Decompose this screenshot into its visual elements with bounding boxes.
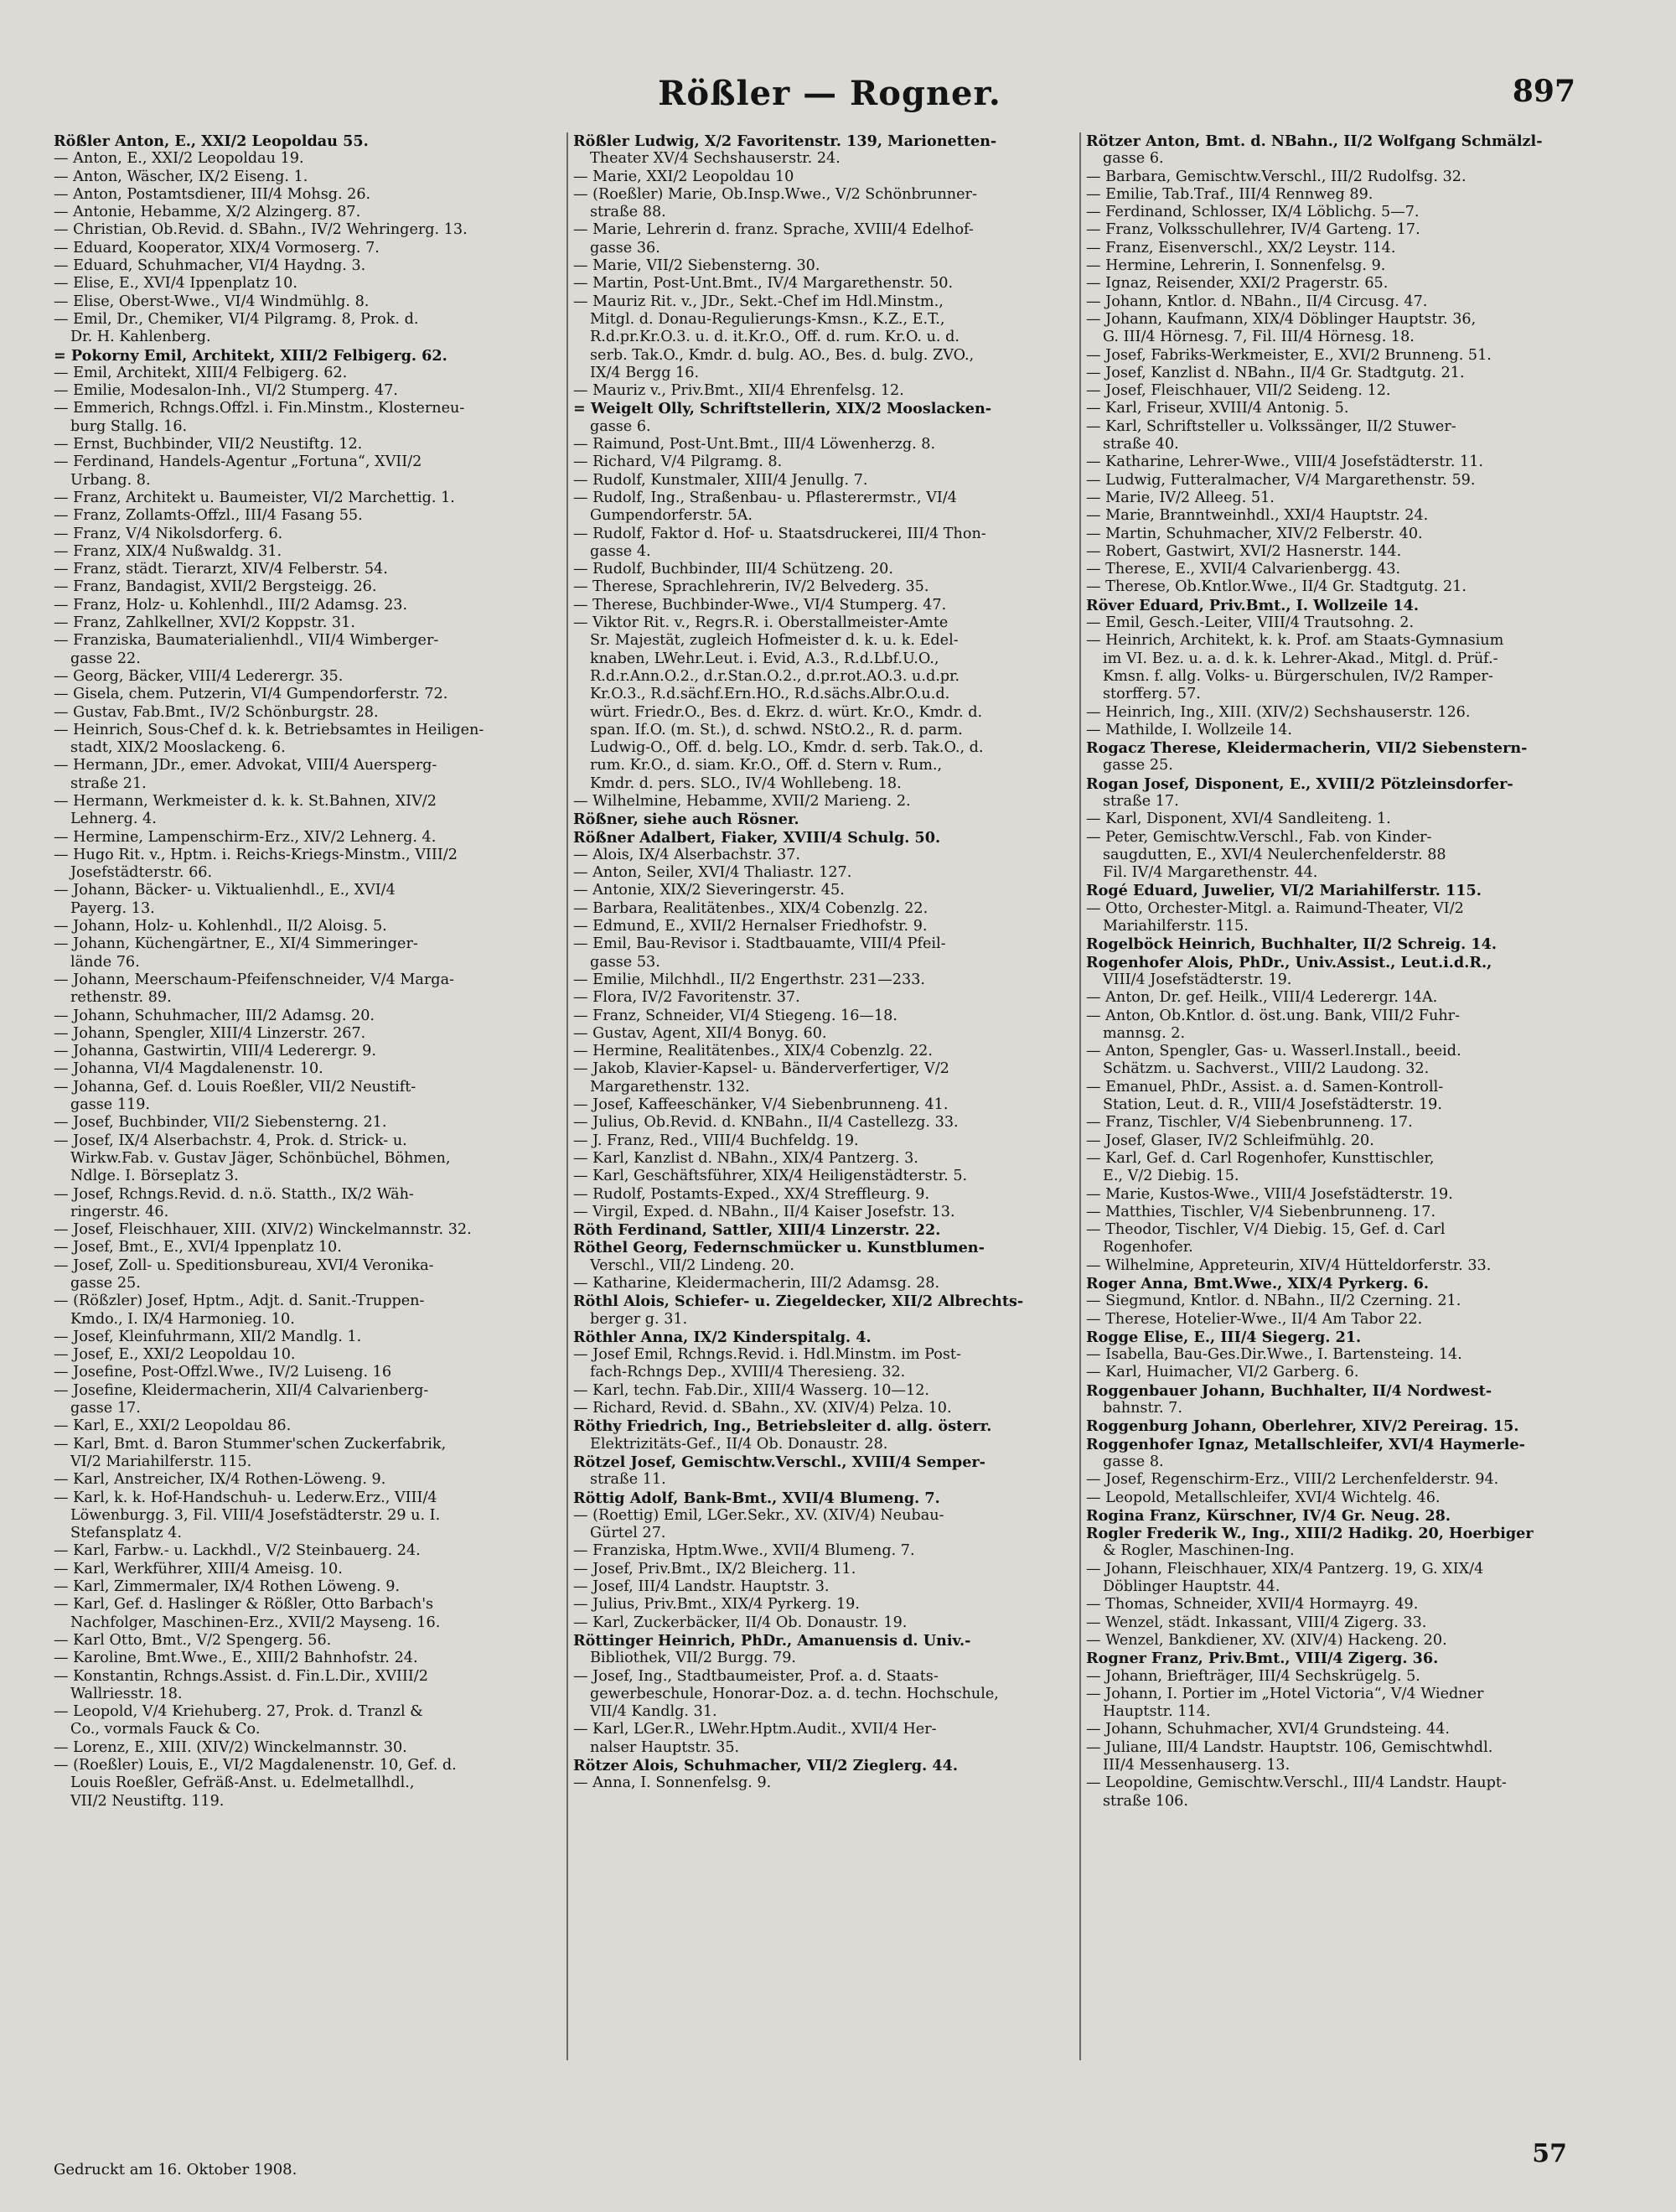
directory-entry: Röthl Alois, Schiefer- u. Ziegeldecker, XII/2 Albrechts- (573, 1292, 1024, 1311)
directory-entry: Louis Roeßler, Gefräß-Anst. u. Edelmetallhdl., (70, 1774, 415, 1792)
directory-entry: — Raimund, Post-Unt.Bmt., III/4 Löwenherzg. 8. (573, 436, 936, 453)
directory-entry: — Franz, Zahlkellner, XVI/2 Koppstr. 31. (54, 614, 355, 632)
directory-entry: — Karl, Geschäftsführer, XIX/4 Heiligenstädterstr. 5. (573, 1168, 968, 1185)
directory-entry: — Karl, Disponent, XVI/4 Sandleiteng. 1. (1086, 811, 1391, 828)
page-header (0, 74, 1676, 124)
directory-entry: Löwenburgg. 3, Fil. VIII/4 Josefstädterstr. 29 u. I. (70, 1506, 441, 1524)
directory-entry: Hauptstr. 114. (1103, 1703, 1211, 1721)
directory-entry: Gürtel 27. (590, 1525, 666, 1542)
directory-entry: gasse 22. (70, 650, 141, 667)
directory-entry: — Marie, XXI/2 Leopoldau 10 (573, 168, 794, 185)
directory-entry: Rogina Franz, Kürschner, IV/4 Gr. Neug. 28. (1086, 1506, 1451, 1525)
directory-entry: — Johann, Meerschaum-Pfeifenschneider, V/4 Marga- (54, 971, 455, 988)
directory-entry: Schätzm. u. Sachverst., VIII/2 Laudong. 32. (1103, 1060, 1430, 1078)
directory-entry: — Johann, Schuhmacher, XVI/4 Grundsteing. 44. (1086, 1721, 1451, 1738)
directory-entry: Rogé Eduard, Juwelier, VI/2 Mariahilferstr. 115. (1086, 882, 1482, 900)
directory-entry: gasse 6. (590, 417, 651, 435)
directory-entry: — Franz, Eisenverschl., XX/2 Leystr. 114. (1086, 239, 1396, 256)
directory-entry: — Wenzel, Bankdiener, XV. (XIV/4) Hackeng. 20. (1086, 1631, 1447, 1649)
directory-entry: — Heinrich, Architekt, k. k. Prof. am Staats-Gymnasium (1086, 632, 1504, 650)
directory-entry: — Franz, Zollamts-Offzl., III/4 Fasang 55. (54, 507, 363, 525)
directory-entry: — Karl, Werkführer, XIII/4 Ameisg. 10. (54, 1560, 343, 1577)
directory-entry: E., V/2 Diebig. 15. (1103, 1168, 1239, 1185)
directory-entry: span. If.O. (m. St.), d. schwd. NStO.2., R. d. parm. (590, 721, 963, 738)
directory-entry: — Johann, Briefträger, III/4 Sechskrügelg. 5. (1086, 1667, 1420, 1685)
directory-entry: — Marie, IV/2 Alleeg. 51. (1086, 489, 1275, 506)
directory-entry: — Konstantin, Rchngs.Assist. d. Fin.L.Dir., XVIII/2 (54, 1667, 428, 1685)
directory-entry: Röttinger Heinrich, PhDr., Amanuensis d. Univ.- (573, 1631, 971, 1650)
directory-entry: = Pokorny Emil, Architekt, XIII/2 Felbigerg. 62. (54, 346, 447, 365)
directory-entry: — Josef, Regenschirm-Erz., VIII/2 Lerchenfelderstr. 94. (1086, 1471, 1499, 1489)
directory-entry: straße 21. (70, 774, 147, 792)
directory-entry: — Emmerich, Rchngs.Offzl. i. Fin.Minstm., Klosterneu- (54, 400, 465, 417)
directory-entry: — Wilhelmine, Appreteurin, XIV/4 Hütteldorferstr. 33. (1086, 1256, 1492, 1274)
directory-entry: Roggenbauer Johann, Buchhalter, II/4 Nordwest- (1086, 1381, 1492, 1400)
directory-entry: — Therese, Hotelier-Wwe., II/4 Am Tabor 22. (1086, 1310, 1423, 1328)
directory-entry: Kmdr. d. pers. SLO., IV/4 Wohllebeng. 18. (590, 774, 902, 792)
directory-entry: — Karl, Bmt. d. Baron Stummer'schen Zuckerfabrik, (54, 1435, 447, 1453)
directory-entry: — Franz, Schneider, VI/4 Stiegeng. 16—18. (573, 1007, 897, 1024)
directory-entry: — Theodor, Tischler, V/4 Diebig. 15, Gef. d. Carl (1086, 1221, 1446, 1239)
directory-entry: — Karl, Anstreicher, IX/4 Rothen-Löweng. 9. (54, 1471, 386, 1489)
directory-entry: — Hermine, Realitätenbes., XIX/4 Cobenzlg. 22. (573, 1043, 933, 1060)
directory-entry: — Johann, Spengler, XIII/4 Linzerstr. 267. (54, 1024, 366, 1042)
directory-entry: Urbang. 8. (70, 471, 151, 489)
directory-entry: — Barbara, Realitätenbes., XIX/4 Cobenzlg. 22. (573, 899, 929, 917)
directory-entry: — Josef, Kaffeeschänker, V/4 Siebenbrunneng. 41. (573, 1096, 949, 1114)
directory-entry: — Anton, Ob.Kntlor. d. öst.ung. Bank, VIII/2 Fuhr- (1086, 1007, 1461, 1024)
directory-entry: — Rudolf, Ing., Straßenbau- u. Pflasterermstr., VI/4 (573, 489, 957, 506)
directory-entry: — Karl, Gef. d. Carl Rogenhofer, Kunsttischler, (1086, 1149, 1435, 1167)
directory-entry: — Marie, Branntweinhdl., XXI/4 Hauptstr. 24. (1086, 507, 1429, 525)
directory-entry: Rötzer Alois, Schuhmacher, VII/2 Zieglerg. 44. (573, 1757, 958, 1775)
directory-entry: — Julius, Ob.Revid. d. KNBahn., II/4 Castellezg. 33. (573, 1114, 959, 1132)
directory-entry: — Jakob, Klavier-Kapsel- u. Bänderverfertiger, V/2 (573, 1060, 949, 1078)
directory-entry: — Emilie, Modesalon-Inh., VI/2 Stumperg. 47. (54, 382, 398, 400)
directory-entry: Ludwig-O., Off. d. belg. LO., Kmdr. d. serb. Tak.O., d. (590, 739, 984, 757)
directory-entry: — (Roeßler) Marie, Ob.Insp.Wwe., V/2 Schönbrunner- (573, 185, 977, 203)
directory-entry: Rößner, siehe auch Rösner. (573, 811, 799, 829)
directory-entry: — Gisela, chem. Putzerin, VI/4 Gumpendorferstr. 72. (54, 686, 448, 703)
directory-entry: Rogner Franz, Priv.Bmt., VIII/4 Zigerg. 36. (1086, 1650, 1439, 1668)
directory-entry: — Katharine, Lehrer-Wwe., VIII/4 Josefstädterstr. 11. (1086, 453, 1483, 471)
directory-entry: — Hermann, JDr., emer. Advokat, VIII/4 Auersperg- (54, 757, 437, 774)
directory-entry: — Mauriz Rit. v., JDr., Sekt.-Chef im Hdl.Minstm., (573, 293, 944, 310)
directory-entry: fach-Rchngs Dep., XVIII/4 Theresieng. 32. (590, 1364, 906, 1381)
directory-entry: — Mathilde, I. Wollzeile 14. (1086, 721, 1292, 738)
directory-entry: gasse 53. (590, 953, 660, 971)
directory-entry: — Lorenz, E., XIII. (XIV/2) Winckelmannstr. 30. (54, 1738, 407, 1756)
directory-entry: gasse 6. (1103, 150, 1164, 168)
directory-entry: — Franz, Holz- u. Kohlenhdl., III/2 Adamsg. 23. (54, 596, 408, 614)
directory-entry: — Christian, Ob.Revid. d. SBahn., IV/2 Wehringerg. 13. (54, 221, 468, 239)
directory-entry: VII/2 Neustiftg. 119. (70, 1792, 225, 1810)
directory-entry: — Ferdinand, Schlosser, IX/4 Löblichg. 5—7. (1086, 204, 1420, 221)
directory-entry: — Barbara, Gemischtw.Verschl., III/2 Rudolfsg. 32. (1086, 168, 1466, 185)
directory-entry: Co., vormals Fauck & Co. (70, 1721, 261, 1738)
directory-entry: Roggenhofer Ignaz, Metallschleifer, XVI/4 Haymerle- (1086, 1435, 1525, 1453)
directory-entry: Kmdo., I. IX/4 Harmonieg. 10. (70, 1310, 295, 1328)
directory-entry: — Elise, E., XVI/4 Ippenplatz 10. (54, 275, 297, 293)
directory-entry: Lehnerg. 4. (70, 811, 157, 828)
directory-entry: Röthler Anna, IX/2 Kinderspitalg. 4. (573, 1328, 872, 1346)
directory-entry: — Hermine, Lampenschirm-Erz., XIV/2 Lehnerg. 4. (54, 828, 437, 846)
directory-entry: Rößler Ludwig, X/2 Favoritenstr. 139, Marionetten- (573, 132, 997, 150)
directory-entry: Rogelböck Heinrich, Buchhalter, II/2 Schreig. 14. (1086, 935, 1497, 954)
directory-entry: — Josef, Fabriks-Werkmeister, E., XVI/2 Brunneng. 51. (1086, 346, 1492, 364)
directory-entry: Röthy Friedrich, Ing., Betriebsleiter d. allg. österr. (573, 1417, 992, 1436)
directory-entry: — Therese, Buchbinder-Wwe., VI/4 Stumperg. 47. (573, 596, 947, 614)
directory-entry: — Josef, Bmt., E., XVI/4 Ippenplatz 10. (54, 1239, 342, 1256)
directory-entry: Mariahilferstr. 115. (1103, 918, 1249, 935)
directory-entry: würt. Friedr.O., Bes. d. Ekrz. d. würt. Kr.O., Kmdr. d. (590, 703, 983, 721)
directory-entry: Dr. H. Kahlenberg. (70, 329, 211, 346)
directory-entry: Rogge Elise, E., III/4 Siegerg. 21. (1086, 1328, 1362, 1346)
directory-entry: — Josef, III/4 Landstr. Hauptstr. 3. (573, 1578, 830, 1596)
directory-entry: VI/2 Mariahilferstr. 115. (70, 1453, 252, 1470)
directory-entry: Ndlge. I. Börseplatz 3. (70, 1168, 239, 1185)
directory-entry: Rötzer Anton, Bmt. d. NBahn., II/2 Wolfgang Schmälzl- (1086, 132, 1543, 150)
directory-entry: — Isabella, Bau-Ges.Dir.Wwe., I. Bartensteing. 14. (1086, 1346, 1462, 1364)
directory-entry: — Therese, Ob.Kntlor.Wwe., II/4 Gr. Stadtgutg. 21. (1086, 578, 1466, 596)
directory-entry: — Emil, Architekt, XIII/4 Felbigerg. 62. (54, 364, 348, 381)
directory-entry: straße 40. (1103, 436, 1179, 453)
directory-entry: Rößner Adalbert, Fiaker, XVIII/4 Schulg. 50. (573, 828, 941, 847)
directory-entry: Margarethenstr. 132. (590, 1078, 750, 1096)
directory-entry: — Johann, Kntlor. d. NBahn., II/4 Circusg. 47. (1086, 293, 1428, 310)
directory-entry: saugdutten, E., XVI/4 Neulerchenfelderstr. 88 (1103, 846, 1446, 863)
directory-entry: G. III/4 Hörnesg. 7, Fil. III/4 Hörnesg. 18. (1103, 329, 1415, 346)
print-date: Gedruckt am 16. Oktober 1908. (54, 2161, 297, 2178)
directory-entry: rethenstr. 89. (70, 989, 172, 1007)
directory-entry: IX/4 Bergg 16. (590, 364, 700, 381)
directory-entry: — Robert, Gastwirt, XVI/2 Hasnerstr. 144. (1086, 542, 1402, 560)
directory-entry: Sr. Majestät, zugleich Hofmeister d. k. u. k. Edel- (590, 632, 959, 650)
directory-entry: R.d.r.Ann.O.2., d.r.Stan.O.2., d.pr.rot.AO.3. u.d.pr. (590, 667, 960, 685)
directory-entry: — Leopoldine, Gemischtw.Verschl., III/4 Landstr. Haupt- (1086, 1774, 1507, 1792)
directory-entry: — Virgil, Exped. d. NBahn., II/4 Kaiser Josefstr. 13. (573, 1203, 955, 1220)
directory-entry: Stefansplatz 4. (70, 1525, 182, 1542)
directory-entry: — Marie, Lehrerin d. franz. Sprache, XVIII/4 Edelhof- (573, 221, 974, 239)
directory-entry: — Johann, Bäcker- u. Viktualienhdl., E., XVI/4 (54, 882, 396, 899)
directory-entry: — Martin, Schuhmacher, XIV/2 Felberstr. 40. (1086, 525, 1423, 542)
directory-entry: — Johann, Kaufmann, XIX/4 Döblinger Hauptstr. 36, (1086, 310, 1477, 328)
directory-entry: — Rudolf, Faktor d. Hof- u. Staatsdruckerei, III/4 Thon- (573, 525, 986, 542)
directory-entry: — Flora, IV/2 Favoritenstr. 37. (573, 989, 800, 1007)
directory-entry: Kmsn. f. allg. Volks- u. Bürgerschulen, IV/2 Ramper- (1103, 667, 1493, 685)
directory-entry: — Mauriz v., Priv.Bmt., XII/4 Ehrenfelsg. 12. (573, 382, 904, 400)
directory-entry: — Anton, Dr. gef. Heilk., VIII/4 Lederergr. 14A. (1086, 989, 1438, 1007)
directory-entry: — Rudolf, Kunstmaler, XIII/4 Jenullg. 7. (573, 471, 868, 489)
directory-entry: — Hugo Rit. v., Hptm. i. Reichs-Kriegs-Minstm., VIII/2 (54, 846, 458, 863)
directory-entry: — Eduard, Kooperator, XIX/4 Vormoserg. 7. (54, 239, 380, 256)
directory-entry: — Josef, E., XXI/2 Leopoldau 10. (54, 1346, 296, 1364)
directory-entry: — Gustav, Fab.Bmt., IV/2 Schönburgstr. 28. (54, 703, 379, 721)
directory-entry: — Hermine, Lehrerin, I. Sonnenfelsg. 9. (1086, 257, 1386, 275)
directory-entry: VII/4 Kandlg. 31. (590, 1703, 717, 1721)
directory-entry: — Josef, Kanzlist d. NBahn., II/4 Gr. Stadtgutg. 21. (1086, 364, 1465, 381)
directory-entry: — Thomas, Schneider, XVII/4 Hormayrg. 49. (1086, 1596, 1419, 1614)
directory-entry: — J. Franz, Red., VIII/4 Buchfeldg. 19. (573, 1132, 859, 1149)
directory-entry: straße 17. (1103, 792, 1179, 810)
directory-entry: — Therese, Sprachlehrerin, IV/2 Belvederg. 35. (573, 578, 929, 596)
directory-entry: — Matthies, Tischler, V/4 Siebenbrunneng. 17. (1086, 1203, 1436, 1220)
directory-entry: Rogenhofer. (1103, 1239, 1193, 1256)
directory-entry: burg Stallg. 16. (70, 417, 188, 435)
directory-entry: — Karl, E., XXI/2 Leopoldau 86. (54, 1417, 292, 1435)
directory-entry: — Johann, Holz- u. Kohlenhdl., II/2 Aloisg. 5. (54, 918, 387, 935)
directory-entry: — Karl, Kanzlist d. NBahn., XIX/4 Pantzerg. 3. (573, 1149, 918, 1167)
directory-entry: — Rudolf, Postamts-Exped., XX/4 Streffleurg. 9. (573, 1185, 930, 1203)
directory-entry: — Emanuel, PhDr., Assist. a. d. Samen-Kontroll- (1086, 1078, 1444, 1096)
directory-entry: Roger Anna, Bmt.Wwe., XIX/4 Pyrkerg. 6. (1086, 1275, 1429, 1292)
directory-entry: — Siegmund, Kntlor. d. NBahn., II/2 Czerning. 21. (1086, 1292, 1461, 1310)
directory-entry: gasse 4. (590, 542, 651, 560)
directory-entry: gasse 25. (1103, 757, 1173, 774)
directory-entry: — Otto, Orchester-Mitgl. a. Raimund-Theater, VI/2 (1086, 899, 1464, 917)
directory-entry: Elektrizitäts-Gef., II/4 Ob. Donaustr. 28. (590, 1435, 888, 1453)
directory-entry: — Johanna, Gef. d. Louis Roeßler, VII/2 Neustift- (54, 1078, 416, 1096)
directory-entry: — Franz, V/4 Nikolsdorferg. 6. (54, 525, 283, 542)
directory-entry: — Franz, Volksschullehrer, IV/4 Garteng. 17. (1086, 221, 1420, 239)
directory-entry: — Josef, Buchbinder, VII/2 Siebensterng. 21. (54, 1114, 387, 1132)
directory-entry: gasse 119. (70, 1096, 150, 1114)
directory-entry: — Franz, XIX/4 Nußwaldg. 31. (54, 542, 282, 560)
directory-column-3 (1086, 132, 1599, 1811)
directory-entry: — Anton, Wäscher, IX/2 Eiseng. 1. (54, 168, 308, 185)
directory-entry: Rogacz Therese, Kleidermacherin, VII/2 Siebenstern- (1086, 739, 1528, 758)
directory-entry: — Heinrich, Ing., XIII. (XIV/2) Sechshauserstr. 126. (1086, 703, 1471, 721)
directory-entry: — Josef, IX/4 Alserbachstr. 4, Prok. d. Strick- u. (54, 1132, 407, 1149)
directory-entry: — Franziska, Hptm.Wwe., XVII/4 Blumeng. 7. (573, 1542, 915, 1560)
directory-entry: — Johann, Fleischhauer, XIX/4 Pantzerg. 19, G. XIX/4 (1086, 1560, 1484, 1577)
directory-entry: Gumpendorferstr. 5A. (590, 507, 753, 525)
directory-entry: Rogan Josef, Disponent, E., XVIII/2 Pötzleinsdorfer- (1086, 774, 1513, 793)
directory-entry: — Josef, Rchngs.Revid. d. n.ö. Statth., IX/2 Wäh- (54, 1185, 414, 1203)
directory-entry: — Anna, I. Sonnenfelsg. 9. (573, 1774, 772, 1792)
directory-entry: = Weigelt Olly, Schriftstellerin, XIX/2 Mooslacken- (573, 400, 992, 418)
directory-entry: berger g. 31. (590, 1310, 688, 1328)
directory-entry: — Josefine, Kleidermacherin, XII/4 Calvarienberg- (54, 1381, 429, 1399)
directory-entry: — Therese, E., XVII/4 Calvarienbergg. 43. (1086, 561, 1401, 578)
directory-entry: — Johann, Küchengärtner, E., XI/4 Simmeringer- (54, 935, 418, 953)
directory-entry: — Georg, Bäcker, VIII/4 Lederergr. 35. (54, 667, 344, 685)
directory-entry: — Richard, Revid. d. SBahn., XV. (XIV/4) Pelza. 10. (573, 1400, 952, 1417)
directory-entry: Nachfolger, Maschinen-Erz., XVII/2 Mayseng. 16. (70, 1614, 441, 1631)
directory-entry: Theater XV/4 Sechshauserstr. 24. (590, 150, 841, 168)
directory-entry: — Josefine, Post-Offzl.Wwe., IV/2 Luiseng. 16 (54, 1364, 392, 1381)
directory-entry: — Emil, Dr., Chemiker, VI/4 Pilgramg. 8, Prok. d. (54, 310, 419, 328)
directory-entry: Rogler Frederik W., Ing., XIII/2 Hadikg. 20, Hoerbiger (1086, 1525, 1534, 1543)
directory-entry: — Katharine, Kleidermacherin, III/2 Adamsg. 28. (573, 1275, 940, 1292)
directory-entry: — Edmund, E., XVII/2 Hernalser Friedhofstr. 9. (573, 918, 928, 935)
directory-entry: — (Roettig) Emil, LGer.Sekr., XV. (XIV/4) Neubau- (573, 1506, 944, 1524)
directory-entry: Roggenburg Johann, Oberlehrer, XIV/2 Pereirag. 15. (1086, 1417, 1519, 1436)
directory-entry: gasse 36. (590, 239, 660, 256)
directory-entry: — Peter, Gemischtw.Verschl., Fab. von Kinder- (1086, 828, 1432, 846)
directory-entry: Döblinger Hauptstr. 44. (1103, 1578, 1280, 1596)
directory-entry: — Marie, VII/2 Siebensterng. 30. (573, 257, 820, 275)
directory-entry: — Rudolf, Buchbinder, III/4 Schützeng. 20. (573, 561, 893, 578)
directory-entry: bahnstr. 7. (1103, 1400, 1182, 1417)
directory-entry: Rogenhofer Alois, PhDr., Univ.Assist., Leut.i.d.R., (1086, 953, 1492, 971)
directory-entry: straße 11. (590, 1471, 666, 1489)
page-title: Rößler — Rogner. (658, 74, 1001, 113)
directory-entry: Rötzel Josef, Gemischtw.Verschl., XVIII/4 Semper- (573, 1453, 985, 1471)
directory-entry: — Eduard, Schuhmacher, VI/4 Haydng. 3. (54, 257, 366, 275)
directory-entry: — Johanna, VI/4 Magdalenenstr. 10. (54, 1060, 323, 1078)
directory-entry: ringerstr. 46. (70, 1203, 169, 1220)
directory-entry: — Karl, Zuckerbäcker, II/4 Ob. Donaustr. 19. (573, 1614, 908, 1631)
directory-entry: — Anton, Spengler, Gas- u. Wasserl.Install., beeid. (1086, 1043, 1461, 1060)
directory-entry: — Karl, Gef. d. Haslinger & Rößler, Otto Barbach's (54, 1596, 434, 1614)
directory-entry: — Johann, Schuhmacher, III/2 Adamsg. 20. (54, 1007, 375, 1024)
directory-entry: — Juliane, III/4 Landstr. Hauptstr. 106, Gemischtwhdl. (1086, 1738, 1493, 1756)
directory-entry: — Franziska, Baumaterialienhdl., VII/4 Wimberger- (54, 632, 439, 650)
directory-entry: gasse 8. (1103, 1453, 1164, 1470)
directory-entry: lände 76. (70, 953, 140, 971)
directory-entry: — Karl, Schriftsteller u. Volkssänger, II/2 Stuwer- (1086, 417, 1456, 435)
directory-entry: — Alois, IX/4 Alserbachstr. 37. (573, 846, 801, 863)
directory-entry: gewerbeschule, Honorar-Doz. a. d. techn. Hochschule, (590, 1685, 999, 1702)
directory-entry: — Antonie, Hebamme, X/2 Alzingerg. 87. (54, 204, 361, 221)
directory-entry: — Karl, Friseur, XVIII/4 Antonig. 5. (1086, 400, 1349, 417)
directory-entry: serb. Tak.O., Kmdr. d. bulg. AO., Bes. d. bulg. ZVO., (590, 346, 975, 364)
directory-entry: straße 88. (590, 204, 666, 221)
directory-entry: Mitgl. d. Donau-Regulierungs-Kmsn., K.Z., E.T., (590, 310, 945, 328)
directory-entry: gasse 25. (70, 1275, 141, 1292)
directory-entry: — Marie, Kustos-Wwe., VIII/4 Josefstädterstr. 19. (1086, 1185, 1453, 1203)
directory-entry: — Wilhelmine, Hebamme, XVII/2 Marieng. 2. (573, 792, 911, 810)
directory-entry: Kr.O.3., R.d.sächf.Ern.HO., R.d.sächs.Albr.O.u.d. (590, 686, 950, 703)
directory-entry: knaben, LWehr.Leut. i. Evid, A.3., R.d.Lbf.U.O., (590, 650, 939, 667)
directory-entry: Röver Eduard, Priv.Bmt., I. Wollzeile 14. (1086, 596, 1420, 614)
directory-entry: — Hermann, Werkmeister d. k. k. St.Bahnen, XIV/2 (54, 792, 437, 810)
directory-entry: — Antonie, XIX/2 Sieveringerstr. 45. (573, 882, 845, 899)
directory-entry: — Emilie, Milchhdl., II/2 Engerthstr. 231—233. (573, 971, 926, 988)
directory-entry: — Josef, Fleischhauer, VII/2 Seideng. 12. (1086, 382, 1391, 400)
directory-entry: — (Rößzler) Josef, Hptm., Adjt. d. Sanit.-Truppen- (54, 1292, 425, 1310)
directory-entry: — Elise, Oberst-Wwe., VI/4 Windmühlg. 8. (54, 293, 370, 310)
directory-entry: — Leopold, Metallschleifer, XVI/4 Wichtelg. 46. (1086, 1489, 1441, 1506)
directory-entry: — Julius, Priv.Bmt., XIX/4 Pyrkerg. 19. (573, 1596, 860, 1614)
directory-entry: — Josef, Zoll- u. Speditionsbureau, XVI/4 Veronika- (54, 1256, 434, 1274)
directory-entry: nalser Hauptstr. 35. (590, 1738, 740, 1756)
directory-entry: — Franz, Bandagist, XVII/2 Bergsteigg. 26. (54, 578, 377, 596)
directory-entry: — Gustav, Agent, XII/4 Bonyg. 60. (573, 1024, 827, 1042)
directory-entry: — Richard, V/4 Pilgramg. 8. (573, 453, 783, 471)
directory-entry: — Martin, Post-Unt.Bmt., IV/4 Margarethenstr. 50. (573, 275, 954, 293)
directory-entry: — Karl, LGer.R., LWehr.Hptm.Audit., XVII/4 Her- (573, 1721, 937, 1738)
directory-entry: — Ferdinand, Handels-Agentur „Fortuna“, XVII/2 (54, 453, 422, 471)
directory-entry: im VI. Bez. u. a. d. k. k. Lehrer-Akad., Mitgl. d. Prüf.- (1103, 650, 1498, 667)
directory-entry: — Josef, Priv.Bmt., IX/2 Bleicherg. 11. (573, 1560, 856, 1577)
directory-entry: — Emilie, Tab.Traf., III/4 Rennweg 89. (1086, 185, 1373, 203)
directory-entry: — Anton, Postamtsdiener, III/4 Mohsg. 26. (54, 185, 371, 203)
directory-entry: Verschl., VII/2 Lindeng. 20. (590, 1256, 794, 1274)
directory-entry: VIII/4 Josefstädterstr. 19. (1103, 971, 1292, 988)
directory-entry: — (Roeßler) Louis, E., VI/2 Magdalenenstr. 10, Gef. d. (54, 1757, 457, 1774)
directory-entry: Station, Leut. d. R., VIII/4 Josefstädterstr. 19. (1103, 1096, 1442, 1114)
directory-entry: — Karl Otto, Bmt., V/2 Spengerg. 56. (54, 1631, 332, 1649)
directory-entry: & Rogler, Maschinen-Ing. (1103, 1542, 1295, 1560)
directory-entry: — Karl, Huimacher, VI/2 Garberg. 6. (1086, 1364, 1359, 1381)
directory-entry: gasse 17. (70, 1400, 141, 1417)
directory-entry: storfferg. 57. (1103, 686, 1201, 703)
directory-entry: Payerg. 13. (70, 899, 155, 917)
directory-entry: — Johanna, Gastwirtin, VIII/4 Lederergr. 9. (54, 1043, 376, 1060)
directory-entry: — Franz, städt. Tierarzt, XIV/4 Felberstr. 54. (54, 561, 388, 578)
directory-entry: — Emil, Gesch.-Leiter, VIII/4 Trautsohng. 2. (1086, 614, 1415, 632)
directory-entry: — Franz, Architekt u. Baumeister, VI/2 Marchettig. 1. (54, 489, 455, 506)
directory-entry: Wirkw.Fab. v. Gustav Jäger, Schönbüchel, Böhmen, (70, 1149, 451, 1167)
sheet-signature: 57 (1532, 2139, 1567, 2168)
directory-entry: — Karl, Farbw.- u. Lackhdl., V/2 Steinbauerg. 24. (54, 1542, 421, 1560)
directory-column-1 (54, 132, 566, 1811)
directory-entry: — Karl, techn. Fab.Dir., XIII/4 Wasserg. 10—12. (573, 1381, 929, 1399)
directory-entry: — Franz, Tischler, V/4 Siebenbrunneng. 17. (1086, 1114, 1413, 1132)
directory-entry: mannsg. 2. (1103, 1024, 1186, 1042)
directory-entry: — Ludwig, Futteralmacher, V/4 Margarethenstr. 59. (1086, 471, 1476, 489)
directory-entry: — Josef, Glaser, IV/2 Schleifmühlg. 20. (1086, 1132, 1374, 1149)
directory-entry: Fil. IV/4 Margarethenstr. 44. (1103, 864, 1318, 882)
directory-entry: — Anton, Seiler, XVI/4 Thaliastr. 127. (573, 864, 852, 882)
directory-entry: — Josef Emil, Rchngs.Revid. i. Hdl.Minstm. im Post- (573, 1346, 961, 1364)
directory-entry: — Karl, k. k. Hof-Handschuh- u. Lederw.Erz., VIII/4 (54, 1489, 437, 1506)
directory-entry: Röttig Adolf, Bank-Bmt., XVII/4 Blumeng. 7. (573, 1489, 940, 1507)
directory-entry: — Anton, E., XXI/2 Leopoldau 19. (54, 150, 304, 168)
column-divider (566, 132, 568, 2060)
directory-entry: — Wenzel, städt. Inkassant, VIII/4 Zigerg. 33. (1086, 1614, 1427, 1631)
directory-entry: — Josef, Ing., Stadtbaumeister, Prof. a. d. Staats- (573, 1667, 939, 1685)
directory-entry: — Viktor Rit. v., Regrs.R. i. Oberstallmeister-Amte (573, 614, 949, 632)
directory-entry: — Johann, I. Portier im „Hotel Victoria“, V/4 Wiedner (1086, 1685, 1484, 1702)
directory-entry: Josefstädterstr. 66. (70, 864, 213, 882)
directory-entry: — Emil, Bau-Revisor i. Stadtbauamte, VIII/4 Pfeil- (573, 935, 946, 953)
directory-entry: straße 106. (1103, 1792, 1188, 1810)
directory-entry: Rößler Anton, E., XXI/2 Leopoldau 55. (54, 132, 369, 150)
directory-entry: stadt, XIX/2 Mooslackeng. 6. (70, 739, 286, 757)
directory-entry: — Josef, Fleischhauer, XIII. (XIV/2) Winckelmannstr. 32. (54, 1221, 472, 1239)
directory-entry: — Ernst, Buchbinder, VII/2 Neustiftg. 12. (54, 436, 363, 453)
directory-entry: — Josef, Kleinfuhrmann, XII/2 Mandlg. 1. (54, 1328, 362, 1345)
directory-entry: — Leopold, V/4 Kriehuberg. 27, Prok. d. Tranzl & (54, 1703, 423, 1721)
directory-entry: R.d.pr.Kr.O.3. u. d. it.Kr.O., Off. d. rum. Kr.O. u. d. (590, 329, 960, 346)
directory-entry: — Heinrich, Sous-Chef d. k. k. Betriebsamtes in Heiligen- (54, 721, 484, 738)
directory-entry: Röth Ferdinand, Sattler, XIII/4 Linzerstr. 22. (573, 1221, 941, 1240)
directory-entry: — Ignaz, Reisender, XXI/2 Pragerstr. 65. (1086, 275, 1389, 293)
directory-entry: — Karoline, Bmt.Wwe., E., XIII/2 Bahnhofstr. 24. (54, 1650, 418, 1667)
directory-entry: rum. Kr.O., d. siam. Kr.O., Off. d. Stern v. Rum., (590, 757, 943, 774)
directory-entry: Bibliothek, VII/2 Burgg. 79. (590, 1650, 797, 1667)
directory-entry: Röthel Georg, Federnschmücker u. Kunstblumen- (573, 1239, 985, 1257)
directory-entry: Wallriesstr. 18. (70, 1685, 183, 1702)
directory-entry: III/4 Messenhauserg. 13. (1103, 1757, 1291, 1774)
page-number: 897 (1512, 74, 1575, 109)
directory-column-2 (573, 132, 1086, 1793)
directory-entry: — Karl, Zimmermaler, IX/4 Rothen Löweng. 9. (54, 1578, 401, 1596)
